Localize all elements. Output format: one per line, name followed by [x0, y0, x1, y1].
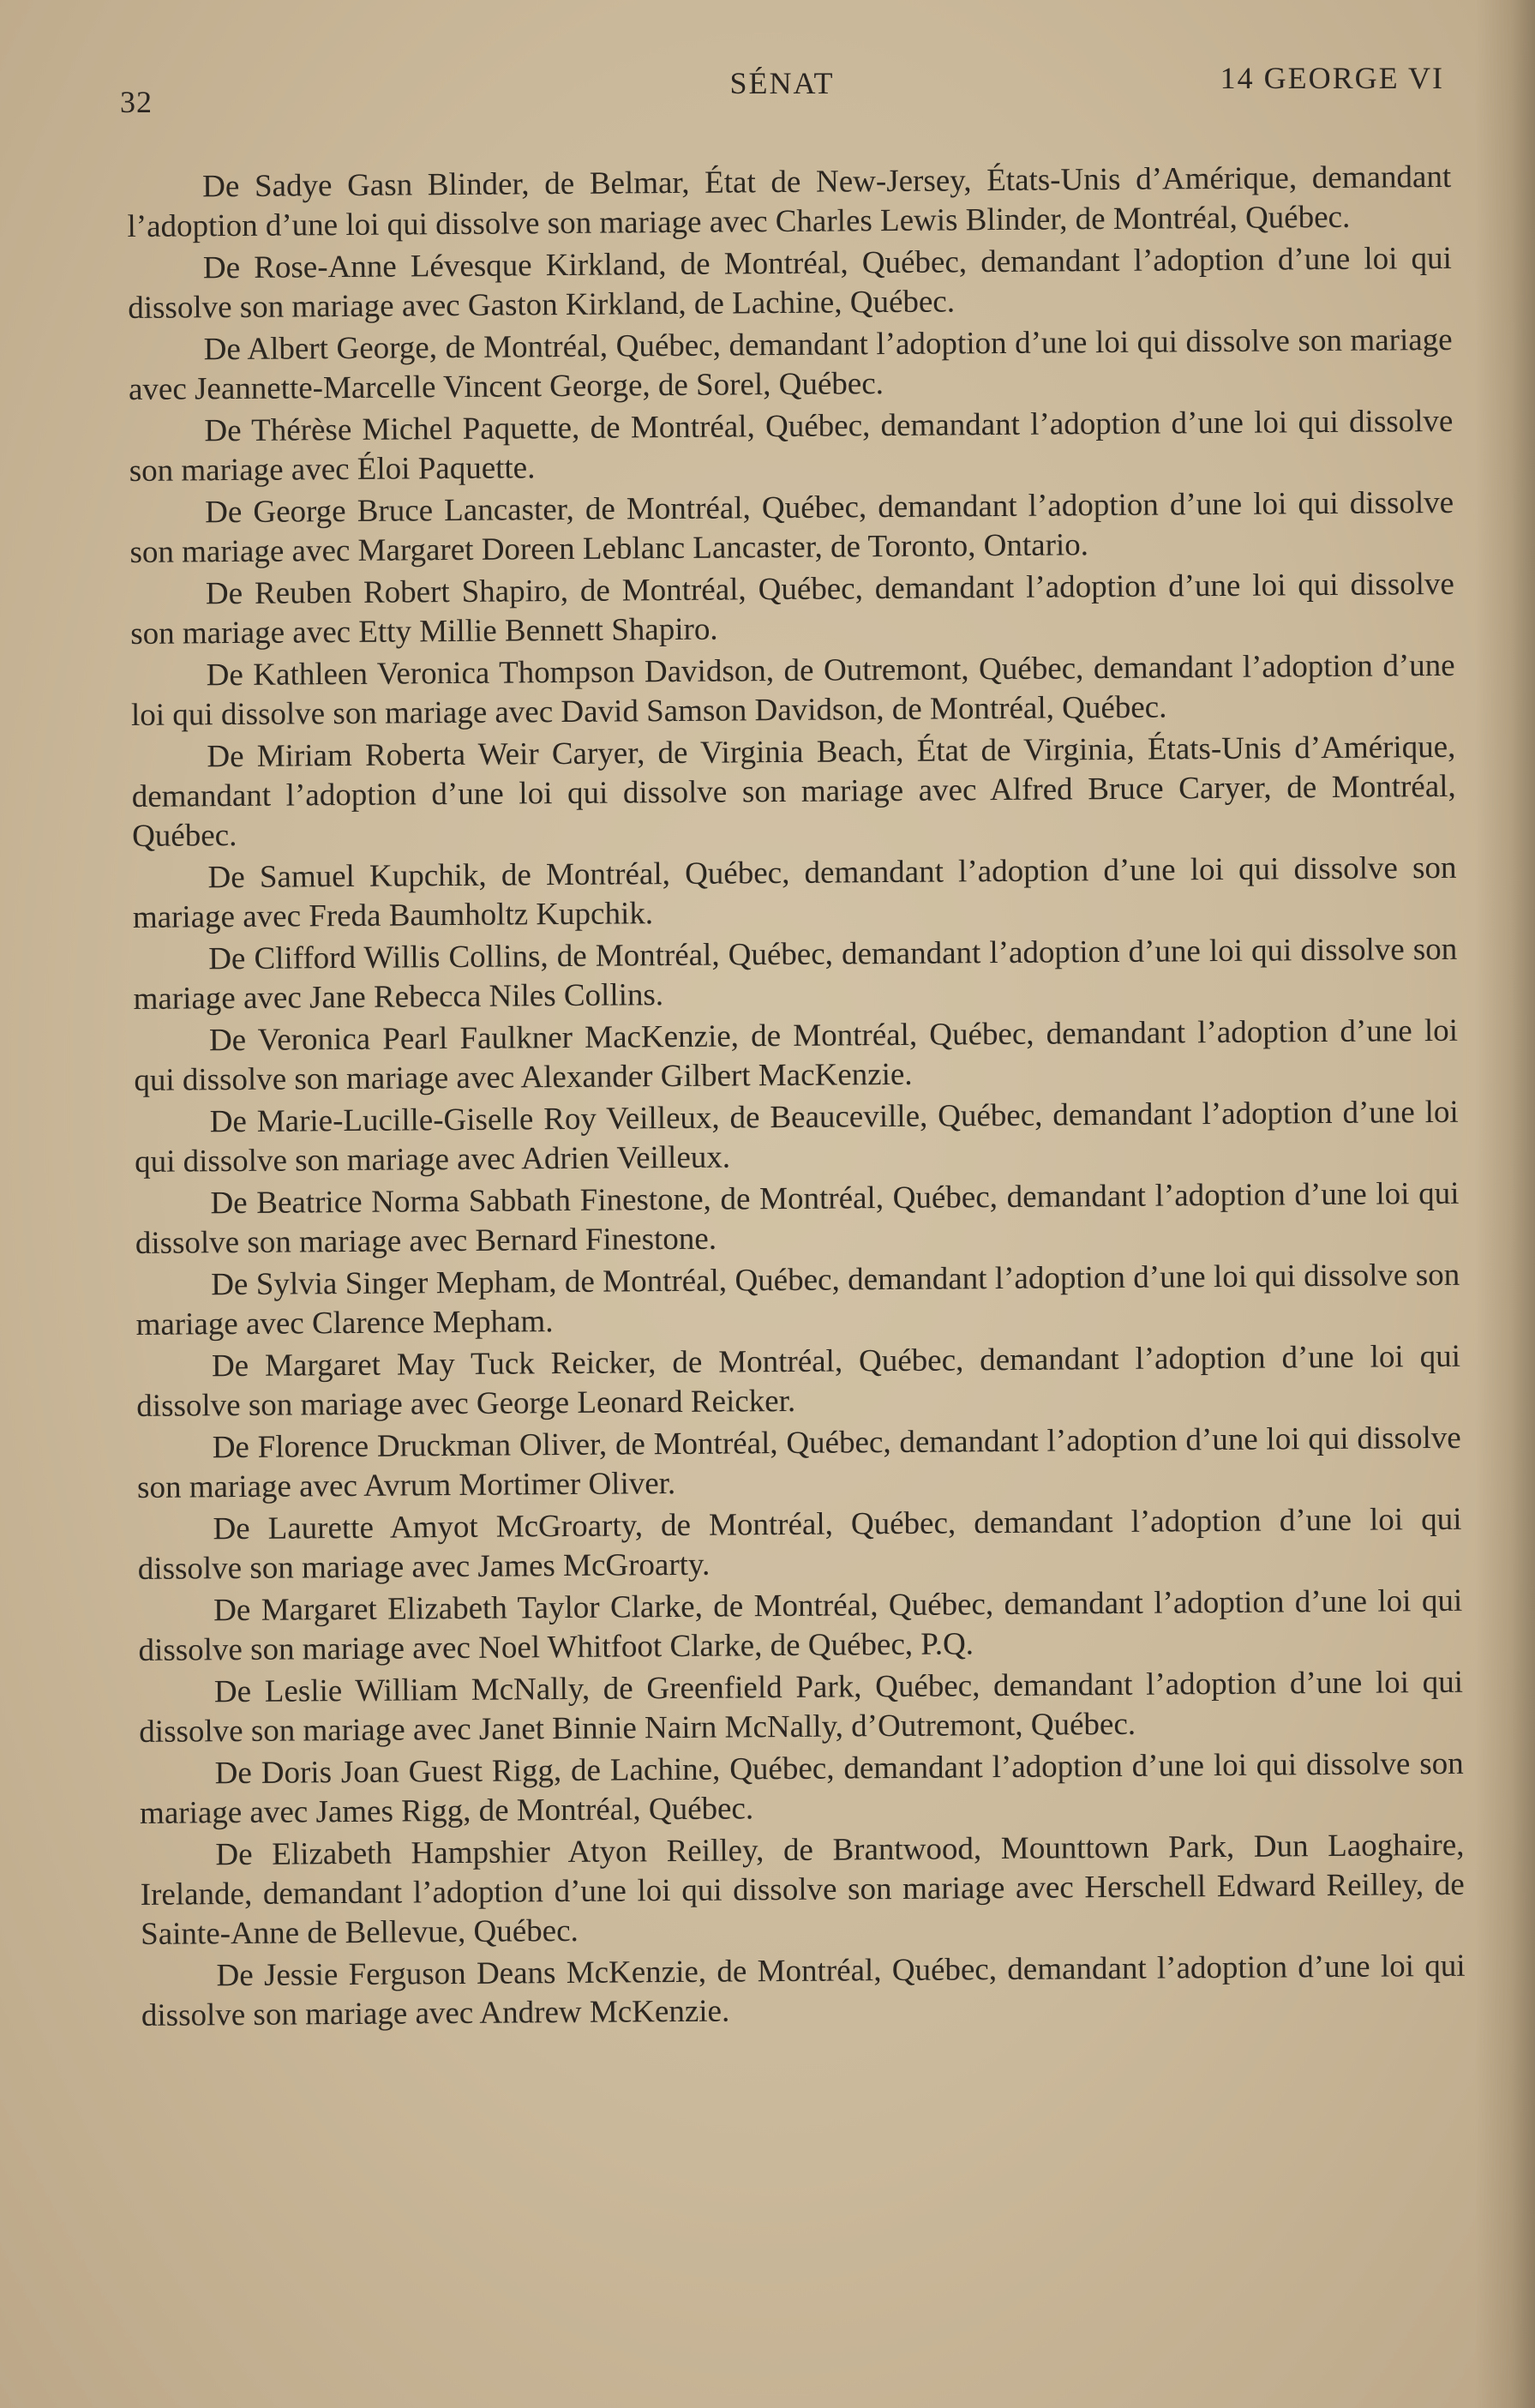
petition-entry: De Veronica Pearl Faulkner MacKenzie, de Montréal, Québec, demandant l’adoption d’une loi qui dissolve son mariage avec Alexander Gilbert MacKenzie.: [134, 1012, 1459, 1098]
page-title: SÉNAT: [729, 66, 835, 100]
petition-entry: De Elizabeth Hampshier Atyon Reilley, de Brantwood, Mounttown Park, Dun Laoghaire, Irelande, demandant l’adoption d’une loi qui dissolve son mariage avec Herschell Edward Reilley, de Sainte-Anne de Bellevue, Québec.: [140, 1827, 1465, 1952]
petition-entry: De Miriam Roberta Weir Caryer, de Virginia Beach, État de Virginia, États-Unis d’Amérique, demandant l’adoption d’une loi qui dissolve son mariage avec Alfred Bruce Caryer, de Montréal, Québec.: [131, 729, 1456, 854]
petition-entry: De George Bruce Lancaster, de Montréal, Québec, demandant l’adoption d’une loi qui dissolve son mariage avec Margaret Doreen Leblanc Lancaster, de Toronto, Ontario.: [129, 484, 1454, 570]
petition-entry: De Reuben Robert Shapiro, de Montréal, Québec, demandant l’adoption d’une loi qui dissolve son mariage avec Etty Millie Bennett Shapiro.: [130, 566, 1455, 652]
petition-entry: De Sylvia Singer Mepham, de Montréal, Québec, demandant l’adoption d’une loi qui dissolve son mariage avec Clarence Mepham.: [135, 1257, 1460, 1342]
petition-entry: De Thérèse Michel Paquette, de Montréal, Québec, demandant l’adoption d’une loi qui dissolve son mariage avec Éloi Paquette.: [129, 403, 1454, 489]
petition-entry: De Margaret May Tuck Reicker, de Montréal, Québec, demandant l’adoption d’une loi qui dissolve son mariage avec George Leonard Reicker.: [136, 1338, 1461, 1424]
petition-entry: De Samuel Kupchik, de Montréal, Québec, demandant l’adoption d’une loi qui dissolve son mariage avec Freda Baumholtz Kupchik.: [132, 850, 1457, 935]
session-label: 14 GEORGE VI: [1220, 61, 1444, 95]
page-header: [120, 60, 1444, 119]
petition-entry: De Sadye Gasn Blinder, de Belmar, État de New-Jersey, États-Unis d’Amérique, demandant l’adoption d’une loi qui dissolve son mariage avec Charles Lewis Blinder, de Montréal, Québec.: [127, 159, 1452, 244]
petition-entry: De Laurette Amyot McGroarty, de Montréal, Québec, demandant l’adoption d’une loi qui dissolve son mariage avec James McGroarty.: [137, 1501, 1462, 1587]
petition-list: [127, 158, 1466, 2039]
page-number: 32: [120, 85, 153, 119]
petition-entry: De Margaret Elizabeth Taylor Clarke, de Montréal, Québec, demandant l’adoption d’une loi qui dissolve son mariage avec Noel Whitfoot Clarke, de Québec, P.Q.: [138, 1582, 1463, 1668]
petition-entry: De Jessie Ferguson Deans McKenzie, de Montréal, Québec, demandant l’adoption d’une loi qui dissolve son mariage avec Andrew McKenzie.: [141, 1948, 1466, 2033]
petition-entry: De Albert George, de Montréal, Québec, demandant l’adoption d’une loi qui dissolve son mariage avec Jeannette-Marcelle Vincent George, de Sorel, Québec.: [128, 321, 1453, 407]
petition-entry: De Leslie William McNally, de Greenfield Park, Québec, demandant l’adoption d’une loi qui dissolve son mariage avec Janet Binnie Nairn McNally, d’Outremont, Québec.: [139, 1664, 1464, 1750]
petition-entry: De Beatrice Norma Sabbath Finestone, de Montréal, Québec, demandant l’adoption d’une loi qui dissolve son mariage avec Bernard Finestone.: [135, 1175, 1460, 1261]
petition-entry: De Marie-Lucille-Giselle Roy Veilleux, de Beauceville, Québec, demandant l’adoption d’une loi qui dissolve son mariage avec Adrien Veilleux.: [134, 1094, 1459, 1180]
petition-entry: De Clifford Willis Collins, de Montréal, Québec, demandant l’adoption d’une loi qui dissolve son mariage avec Jane Rebecca Niles Collins.: [133, 931, 1458, 1017]
petition-entry: De Kathleen Veronica Thompson Davidson, de Outremont, Québec, demandant l’adoption d’une loi qui dissolve son mariage avec David Samson Davidson, de Montréal, Québec.: [130, 647, 1455, 733]
petition-entry: De Doris Joan Guest Rigg, de Lachine, Québec, demandant l’adoption d’une loi qui dissolve son mariage avec James Rigg, de Montréal, Québec.: [139, 1745, 1464, 1831]
petition-entry: De Rose-Anne Lévesque Kirkland, de Montréal, Québec, demandant l’adoption d’une loi qui dissolve son mariage avec Gaston Kirkland, de Lachine, Québec.: [128, 240, 1453, 326]
petition-entry: De Florence Druckman Oliver, de Montréal, Québec, demandant l’adoption d’une loi qui dissolve son mariage avec Avrum Mortimer Oliver.: [136, 1420, 1461, 1505]
